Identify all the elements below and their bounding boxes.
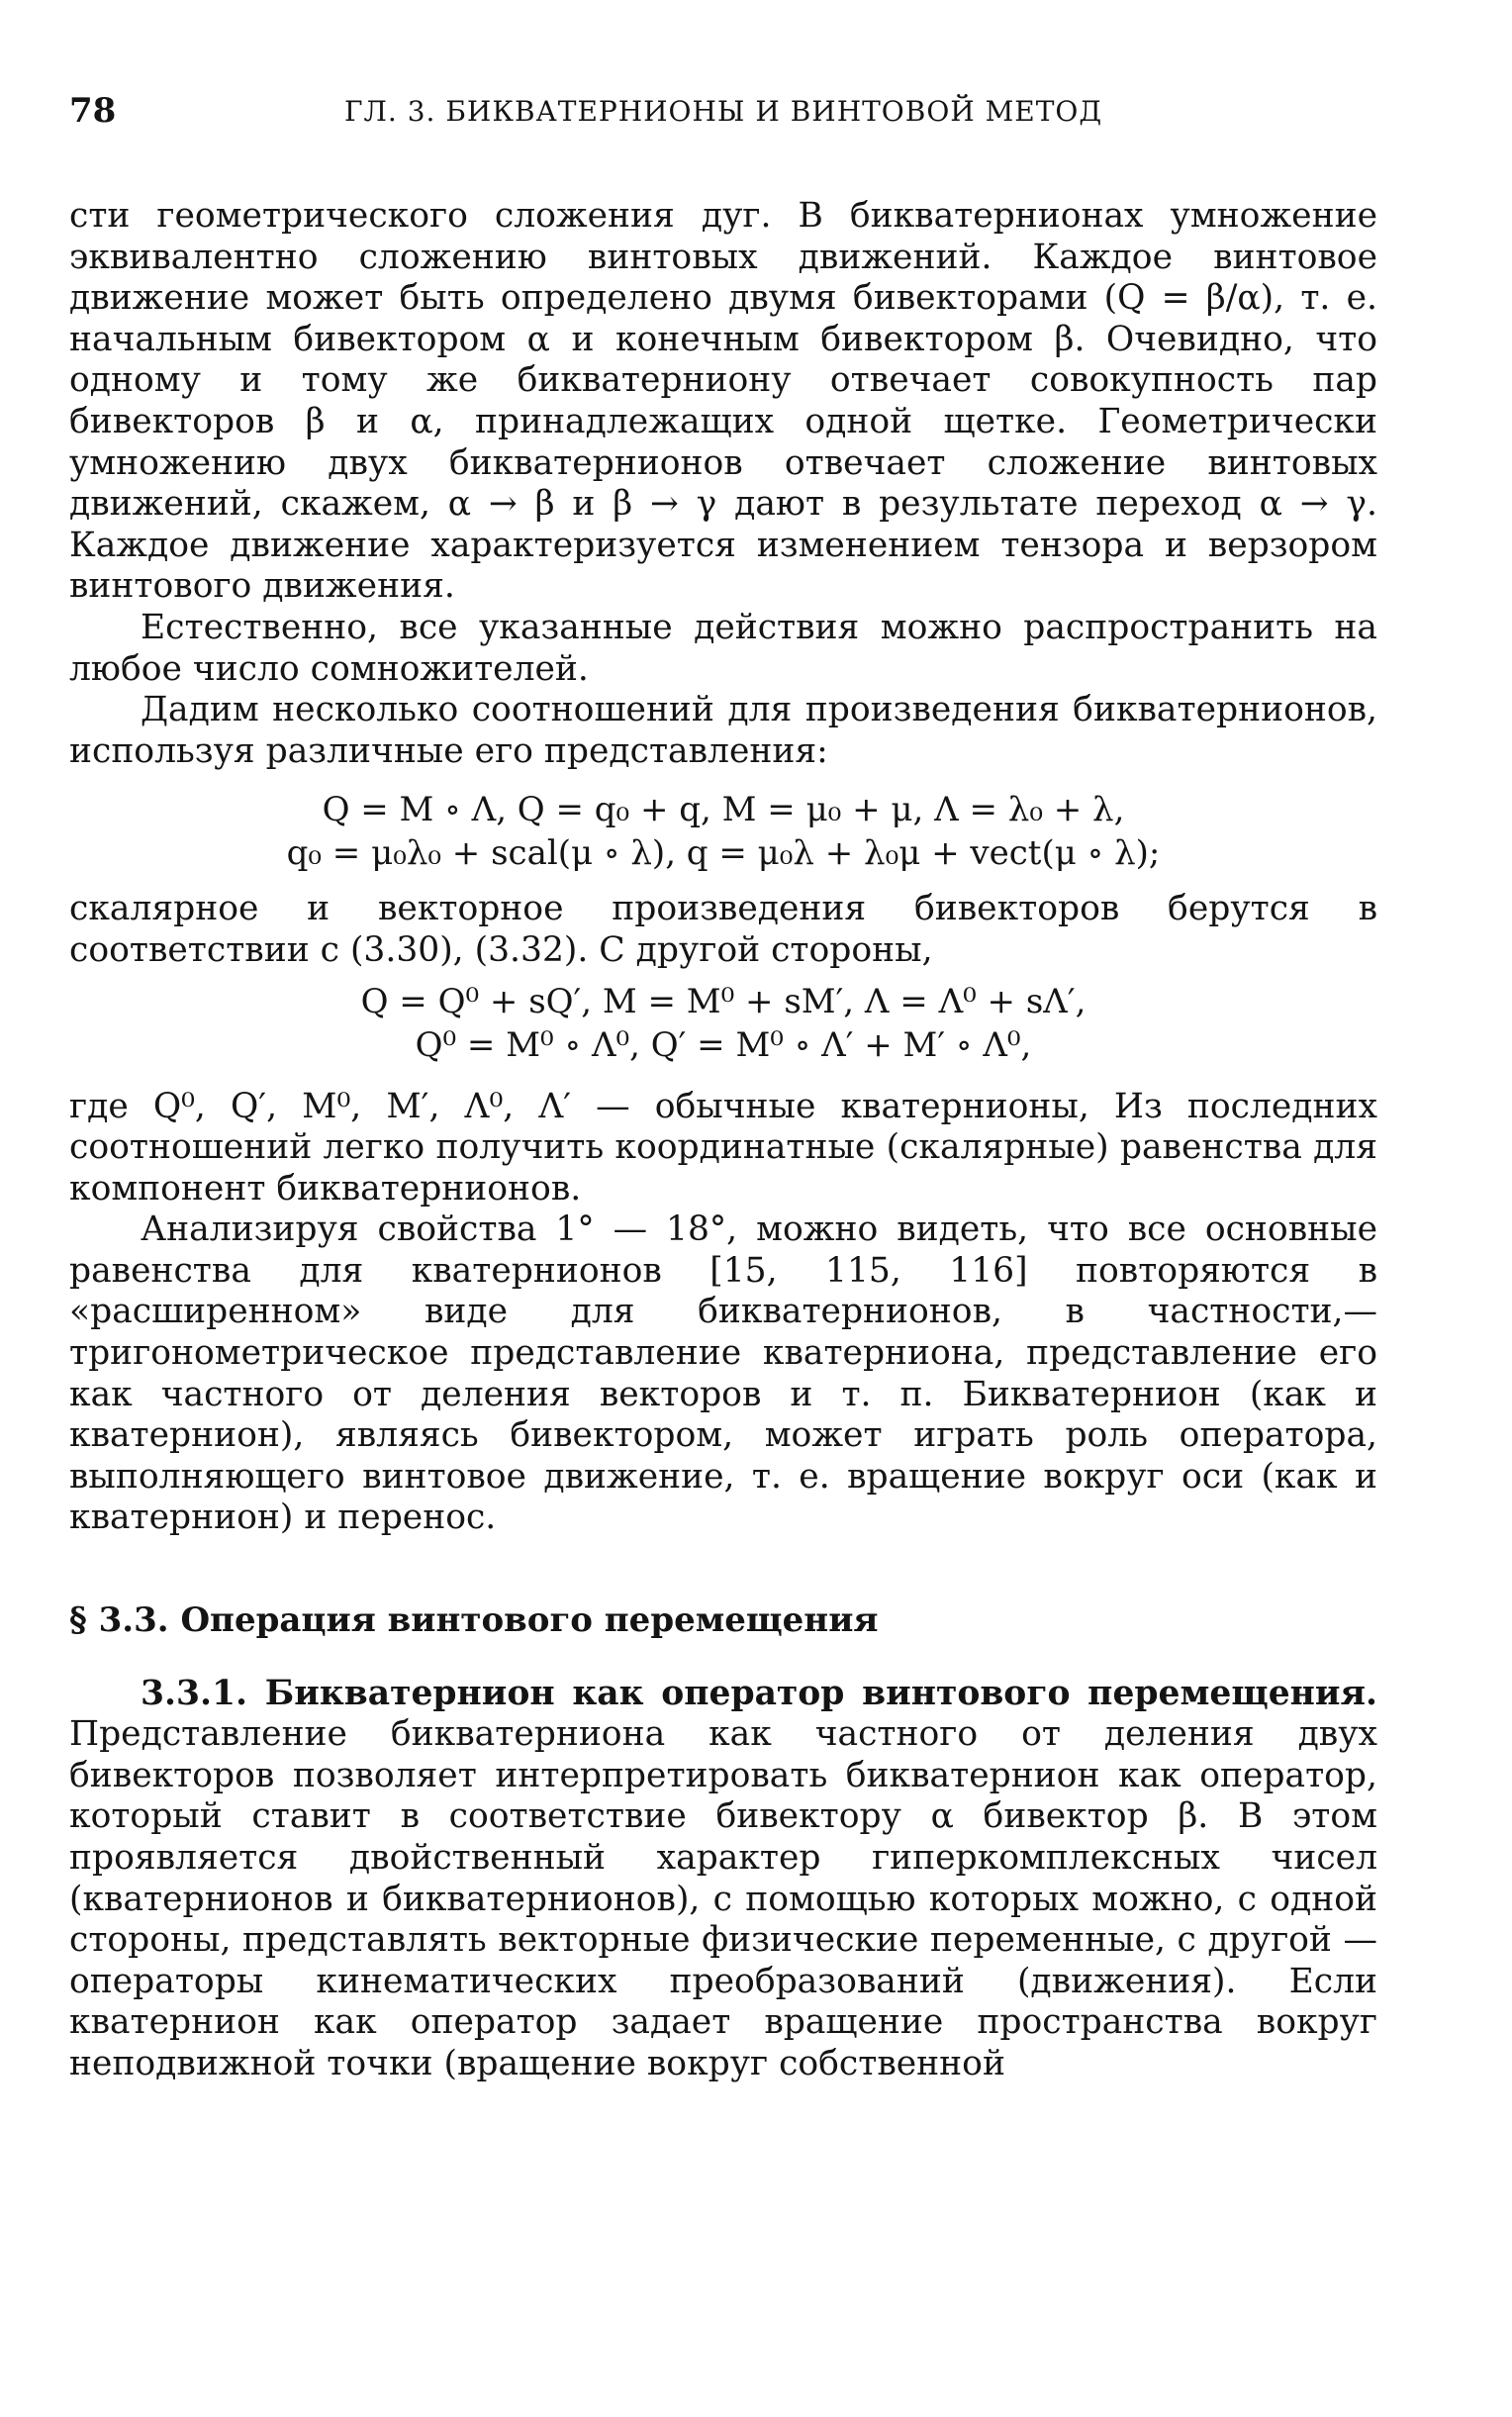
paragraph-7	[69, 1674, 1377, 2085]
section-heading: § 3.3. Операция винтового перемещения	[69, 1600, 879, 1641]
page-body	[69, 196, 1377, 2085]
subsection-heading: 3.3.1. Бикватернион как оператор винтового перемещения.	[141, 1673, 1377, 1713]
equation-2: q₀ = μ₀λ₀ + scal(μ ∘ λ), q = μ₀λ + λ₀μ + vect(μ ∘ λ);	[286, 833, 1161, 874]
paragraph-6: Анализируя свойства 1° — 18°, можно видеть, что все основные равенства для кватернионов [15, 115, 116] повторяются в «расширенном» виде для бикватернионов, в частности,— тригонометрическое представление кватерниона, представление его как частного от деления векторов и т. п. Бикватернион (как и кватернион), являясь бивектором, может играть роль оператора, выполняющего винтовое движение, т. е. вращение вокруг оси (как и кватернион) и перенос.	[69, 1209, 1377, 1538]
equation-1: Q = M ∘ Λ, Q = q₀ + q, M = μ₀ + μ, Λ = λ₀ + λ,	[322, 790, 1125, 830]
paragraph-3: Дадим несколько соотношений для произведения бикватернионов, используя различные его представления:	[69, 690, 1377, 771]
page-header	[69, 91, 1413, 141]
equation-3: Q = Q⁰ + sQ′, M = M⁰ + sM′, Λ = Λ⁰ + sΛ′,	[360, 981, 1087, 1021]
paragraph-1: сти геометрического сложения дуг. В бикватернионах умножение эквивалентно сложению винтовых движений. Каждое винтовое движение может быть определено двумя бивекторами (Q = β/α), т. е. начальным бивектором α и конечным бивектором β. Очевидно, что одному и тому же бикватерниону отвечает совокупность пар бивекторов β и α, принадлежащих одной щетке. Геометрически умножению двух бикватернионов отвечает сложение винтовых движений, скажем, α → β и β → γ дают в результате переход α → γ. Каждое движение характеризуется изменением тензора и верзором винтового движения.	[69, 196, 1377, 607]
running-head: ГЛ. 3. БИКВАТЕРНИОНЫ И ВИНТОВОЙ МЕТОД	[344, 95, 1103, 128]
paragraph-7-text: Представление бикватерниона как частного от деления двух бивекторов позволяет интерпретировать бикватернион как оператор, который ставит в соответствие бивектору α бивектор β. В этом проявляется двойственный характер гиперкомплексных чисел (кватернионов и бикватернионов), с помощью которых можно, с одной стороны, представлять векторные физические переменные, с другой — операторы кинематических преобразований (движения). Если кватернион как оператор задает вращение пространства вокруг неподвижной точки (вращение вокруг собственной	[69, 1714, 1377, 2083]
paragraph-5: где Q⁰, Q′, M⁰, M′, Λ⁰, Λ′ — обычные кватернионы, Из последних соотношений легко получить координатные (скалярные) равенства для компонент бикватернионов.	[69, 1086, 1377, 1208]
equation-block-2	[69, 980, 1377, 1067]
equation-block-1	[69, 788, 1377, 875]
paragraph-2: Естественно, все указанные действия можно распространить на любое число сомножителей.	[69, 607, 1377, 689]
equation-4: Q⁰ = M⁰ ∘ Λ⁰, Q′ = M⁰ ∘ Λ′ + M′ ∘ Λ⁰,	[415, 1024, 1032, 1065]
paragraph-4: скалярное и векторное произведения бивекторов берутся в соответствии с (3.30), (3.32). С другой стороны,	[69, 889, 1377, 970]
page-number: 78	[69, 91, 117, 131]
